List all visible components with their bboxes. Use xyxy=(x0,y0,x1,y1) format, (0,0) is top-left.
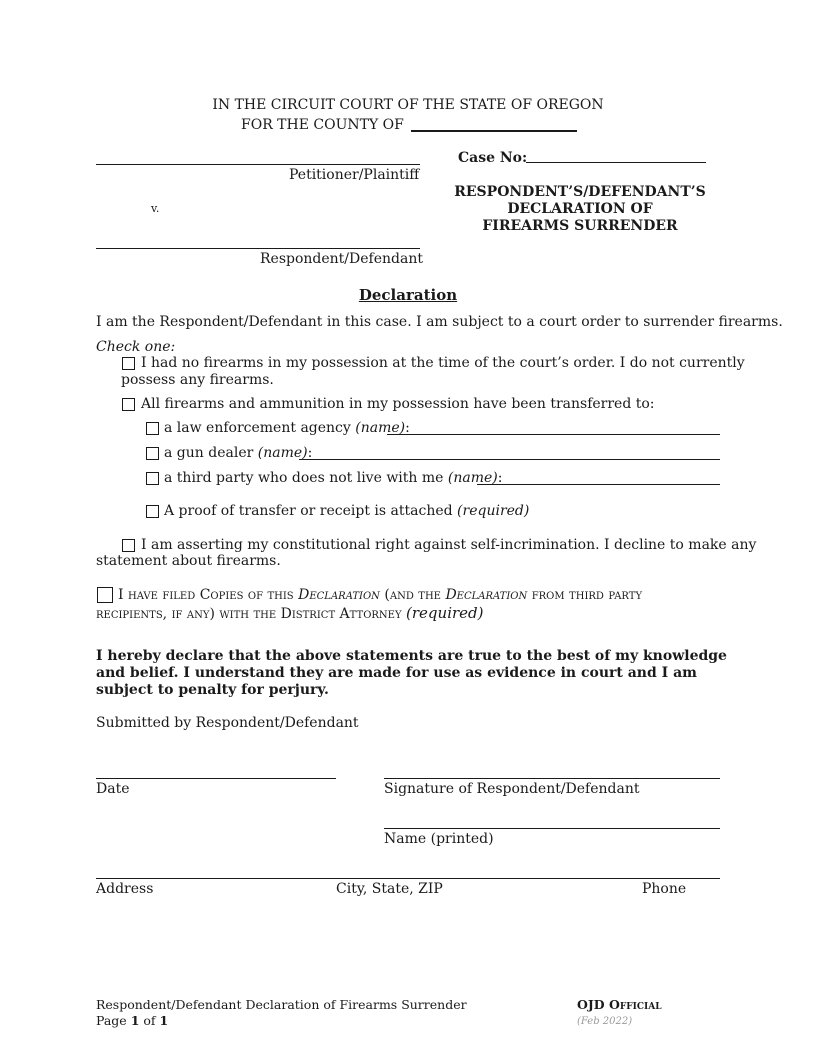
petitioner-name-line[interactable] xyxy=(96,164,420,165)
county-input-line[interactable] xyxy=(411,130,577,132)
no-firearms-text-line1: I had no firearms in my possession at the time of the court’s order. I do not currently xyxy=(141,355,745,371)
gun-dealer-checkbox[interactable] xyxy=(146,447,159,460)
footer-page-number: Page 1 of 1 xyxy=(96,1013,169,1028)
court-county-label: FOR THE COUNTY OF xyxy=(241,117,404,133)
phone-label: Phone xyxy=(642,881,687,897)
submitted-by-label: Submitted by Respondent/Defendant xyxy=(96,715,359,731)
third-party-checkbox[interactable] xyxy=(146,472,159,485)
law-enforcement-checkbox[interactable] xyxy=(146,422,159,435)
self-incrimination-checkbox[interactable] xyxy=(122,539,135,552)
district-attorney-text-line1: I have filed Copies of this Declaration (and the Declaration from third party xyxy=(118,587,643,603)
law-enforcement-name-line[interactable] xyxy=(387,434,720,435)
proof-attached-checkbox[interactable] xyxy=(146,505,159,518)
transferred-checkbox[interactable] xyxy=(122,398,135,411)
gun-dealer-label: a gun dealer (name): xyxy=(164,445,313,461)
footer-revision-date: (Feb 2022) xyxy=(577,1016,633,1027)
signature-label: Signature of Respondent/Defendant xyxy=(384,781,640,797)
attestation-line2: and belief. I understand they are made for use as evidence in court and I am xyxy=(96,665,697,681)
respondent-label: Respondent/Defendant xyxy=(260,251,423,267)
date-label: Date xyxy=(96,781,130,797)
date-input-line[interactable] xyxy=(96,778,336,779)
district-attorney-text-line2: recipients, if any) with the District Attorney (required) xyxy=(96,604,484,622)
address-label: Address xyxy=(96,881,154,897)
versus-label: v. xyxy=(151,202,160,215)
document-title-line2: DECLARATION OF xyxy=(507,201,653,217)
address-input-line[interactable] xyxy=(96,878,720,879)
city-state-zip-label: City, State, ZIP xyxy=(336,881,443,897)
third-party-name-line[interactable] xyxy=(477,484,720,485)
no-firearms-checkbox[interactable] xyxy=(122,357,135,370)
proof-attached-label: A proof of transfer or receipt is attached (required) xyxy=(164,503,530,519)
signature-input-line[interactable] xyxy=(384,778,720,779)
gun-dealer-name-line[interactable] xyxy=(299,459,720,460)
district-attorney-checkbox[interactable] xyxy=(97,587,113,603)
third-party-label: a third party who does not live with me (name): xyxy=(164,470,503,486)
declaration-heading: Declaration xyxy=(358,286,458,304)
respondent-name-line[interactable] xyxy=(96,248,420,249)
footer-form-title: Respondent/Defendant Declaration of Firearms Surrender xyxy=(96,997,467,1012)
court-name-line1: IN THE CIRCUIT COURT OF THE STATE OF OREGON xyxy=(212,97,604,113)
attestation-line1: I hereby declare that the above statements are true to the best of my knowledge xyxy=(96,648,727,664)
transferred-text: All firearms and ammunition in my possession have been transferred to: xyxy=(141,396,655,412)
footer-ojd-official: OJD Official xyxy=(577,997,662,1012)
document-title-line3: FIREARMS SURRENDER xyxy=(482,218,678,234)
check-one-label: Check one: xyxy=(96,339,176,355)
case-no-label: Case No: xyxy=(458,150,528,166)
petitioner-label: Petitioner/Plaintiff xyxy=(289,167,420,183)
no-firearms-text-line2: possess any firearms. xyxy=(121,372,274,388)
declaration-intro: I am the Respondent/Defendant in this case. I am subject to a court order to surrender firearms. xyxy=(96,314,783,330)
case-no-input-line[interactable] xyxy=(526,162,706,163)
printed-name-input-line[interactable] xyxy=(384,828,720,829)
document-title-line1: RESPONDENT’S/DEFENDANT’S xyxy=(454,184,706,200)
law-enforcement-label: a law enforcement agency (name): xyxy=(164,420,410,436)
attestation-line3: subject to penalty for perjury. xyxy=(96,682,329,698)
self-incrimination-text-line2: statement about firearms. xyxy=(96,553,281,569)
printed-name-label: Name (printed) xyxy=(384,831,494,847)
self-incrimination-text-line1: I am asserting my constitutional right against self-incrimination. I decline to make any xyxy=(141,537,757,553)
